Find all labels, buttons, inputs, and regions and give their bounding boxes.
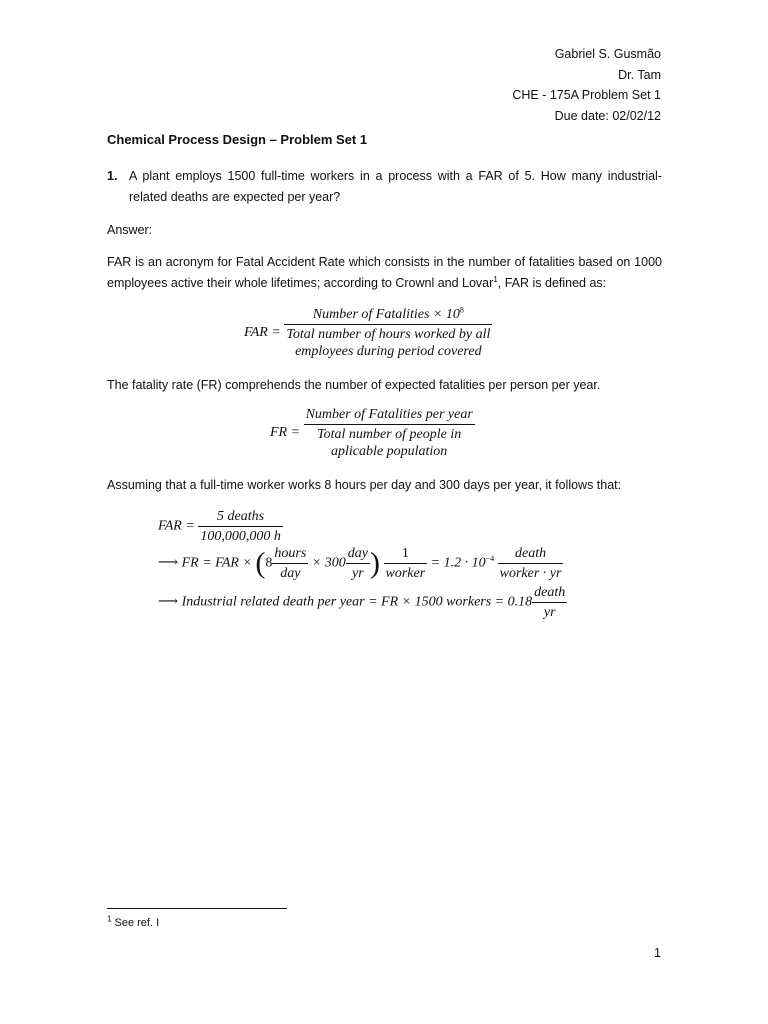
calc2-times300: × 300 bbox=[308, 555, 346, 571]
calc2-worker-yr: worker · yr bbox=[499, 566, 562, 581]
footnote-number: 1 bbox=[107, 914, 112, 924]
far-eq-denominator bbox=[284, 325, 492, 360]
answer-label: Answer: bbox=[107, 223, 153, 237]
calc1-lhs: FAR = bbox=[158, 518, 195, 534]
calc2-hours: hours bbox=[272, 545, 308, 564]
header-block bbox=[512, 44, 661, 126]
instructor-name: Dr. Tam bbox=[618, 67, 661, 82]
footnote-text: See ref. I bbox=[114, 917, 160, 929]
calc2-one: 1 bbox=[384, 545, 428, 564]
far-eq-numerator bbox=[284, 306, 492, 325]
far-eq-numerator-text: Number of Fatalities × 10 bbox=[312, 307, 460, 322]
far-definition-text: FAR is an acronym for Fatal Accident Rate which consists in the number of fatalities based on 1000 employees active their whole lifetimes; according to Crownl and Lovar bbox=[107, 255, 662, 290]
fr-paragraph: The fatality rate (FR) comprehends the number of expected fatalities per person per year. bbox=[107, 378, 601, 392]
calc3-yr: yr bbox=[543, 605, 556, 620]
calc-line-1 bbox=[158, 508, 283, 545]
calc2-yr: yr bbox=[352, 566, 364, 581]
question-text: A plant employs 1500 full-time workers in a process with a FAR of 5. How many industrial-related deaths are expected per year? bbox=[129, 169, 662, 204]
footnote-reference: 1 bbox=[493, 274, 498, 284]
calc2-exponent: −4 bbox=[485, 554, 495, 564]
fr-eq-denominator bbox=[304, 425, 475, 460]
calc3-unit bbox=[532, 584, 567, 621]
calc1-denominator: 100,000,000 h bbox=[200, 529, 281, 544]
course-name: CHE - 175A Problem Set 1 bbox=[512, 88, 661, 102]
calc2-per-worker bbox=[384, 545, 428, 582]
calc-line-2 bbox=[158, 545, 563, 582]
calc2-eight: 8 bbox=[265, 555, 273, 571]
calc-line-3 bbox=[158, 584, 567, 621]
fr-eq-den-line2: aplicable population bbox=[331, 444, 448, 459]
calc2-prefix: ⟶ FR = FAR × bbox=[158, 555, 256, 571]
fr-equation bbox=[270, 406, 475, 460]
footnote-divider bbox=[107, 908, 287, 909]
calc2-close-paren: ) bbox=[370, 546, 380, 580]
calc1-numerator: 5 deaths bbox=[198, 508, 283, 527]
calc1-fraction bbox=[198, 508, 283, 545]
far-definition-paragraph bbox=[107, 252, 662, 293]
calc2-day2: day bbox=[346, 545, 370, 564]
far-eq-den-line1: Total number of hours worked by all bbox=[286, 327, 491, 342]
fr-eq-den-line1: Total number of people in bbox=[317, 427, 462, 442]
calc2-worker: worker bbox=[385, 566, 426, 581]
assumption-paragraph: Assuming that a full-time worker works 8 hours per day and 300 days per year, it follows that: bbox=[107, 478, 622, 492]
far-definition-tail: , FAR is defined as: bbox=[497, 275, 607, 290]
calc2-death: death bbox=[498, 545, 564, 564]
calc3-text: ⟶ Industrial related death per year = FR × 1500 workers = 0.18 bbox=[158, 594, 533, 610]
document-title: Chemical Process Design – Problem Set 1 bbox=[107, 132, 368, 147]
far-eq-fraction bbox=[284, 306, 492, 360]
far-eq-den-line2: employees during period covered bbox=[295, 344, 482, 359]
question-number: 1. bbox=[107, 169, 118, 183]
calc2-day: day bbox=[280, 566, 301, 581]
calc2-hours-per-day bbox=[272, 545, 308, 582]
fr-eq-fraction bbox=[304, 406, 475, 460]
author-name: Gabriel S. Gusmão bbox=[554, 47, 661, 61]
calc2-result: = 1.2 · 10 bbox=[427, 555, 486, 571]
calc2-unit bbox=[498, 545, 564, 582]
far-equation bbox=[244, 306, 492, 360]
fr-eq-lhs: FR = bbox=[270, 425, 301, 441]
due-date: Due date: 02/02/12 bbox=[554, 108, 661, 123]
calc2-open-paren: ( bbox=[255, 546, 266, 580]
page-number: 1 bbox=[654, 946, 661, 960]
calc3-death: death bbox=[532, 584, 567, 603]
far-eq-lhs: FAR = bbox=[244, 325, 281, 341]
far-eq-exponent: 8 bbox=[459, 305, 464, 315]
footnote bbox=[107, 914, 160, 929]
calc2-day-per-yr bbox=[346, 545, 370, 582]
fr-eq-numerator: Number of Fatalities per year bbox=[304, 406, 475, 425]
